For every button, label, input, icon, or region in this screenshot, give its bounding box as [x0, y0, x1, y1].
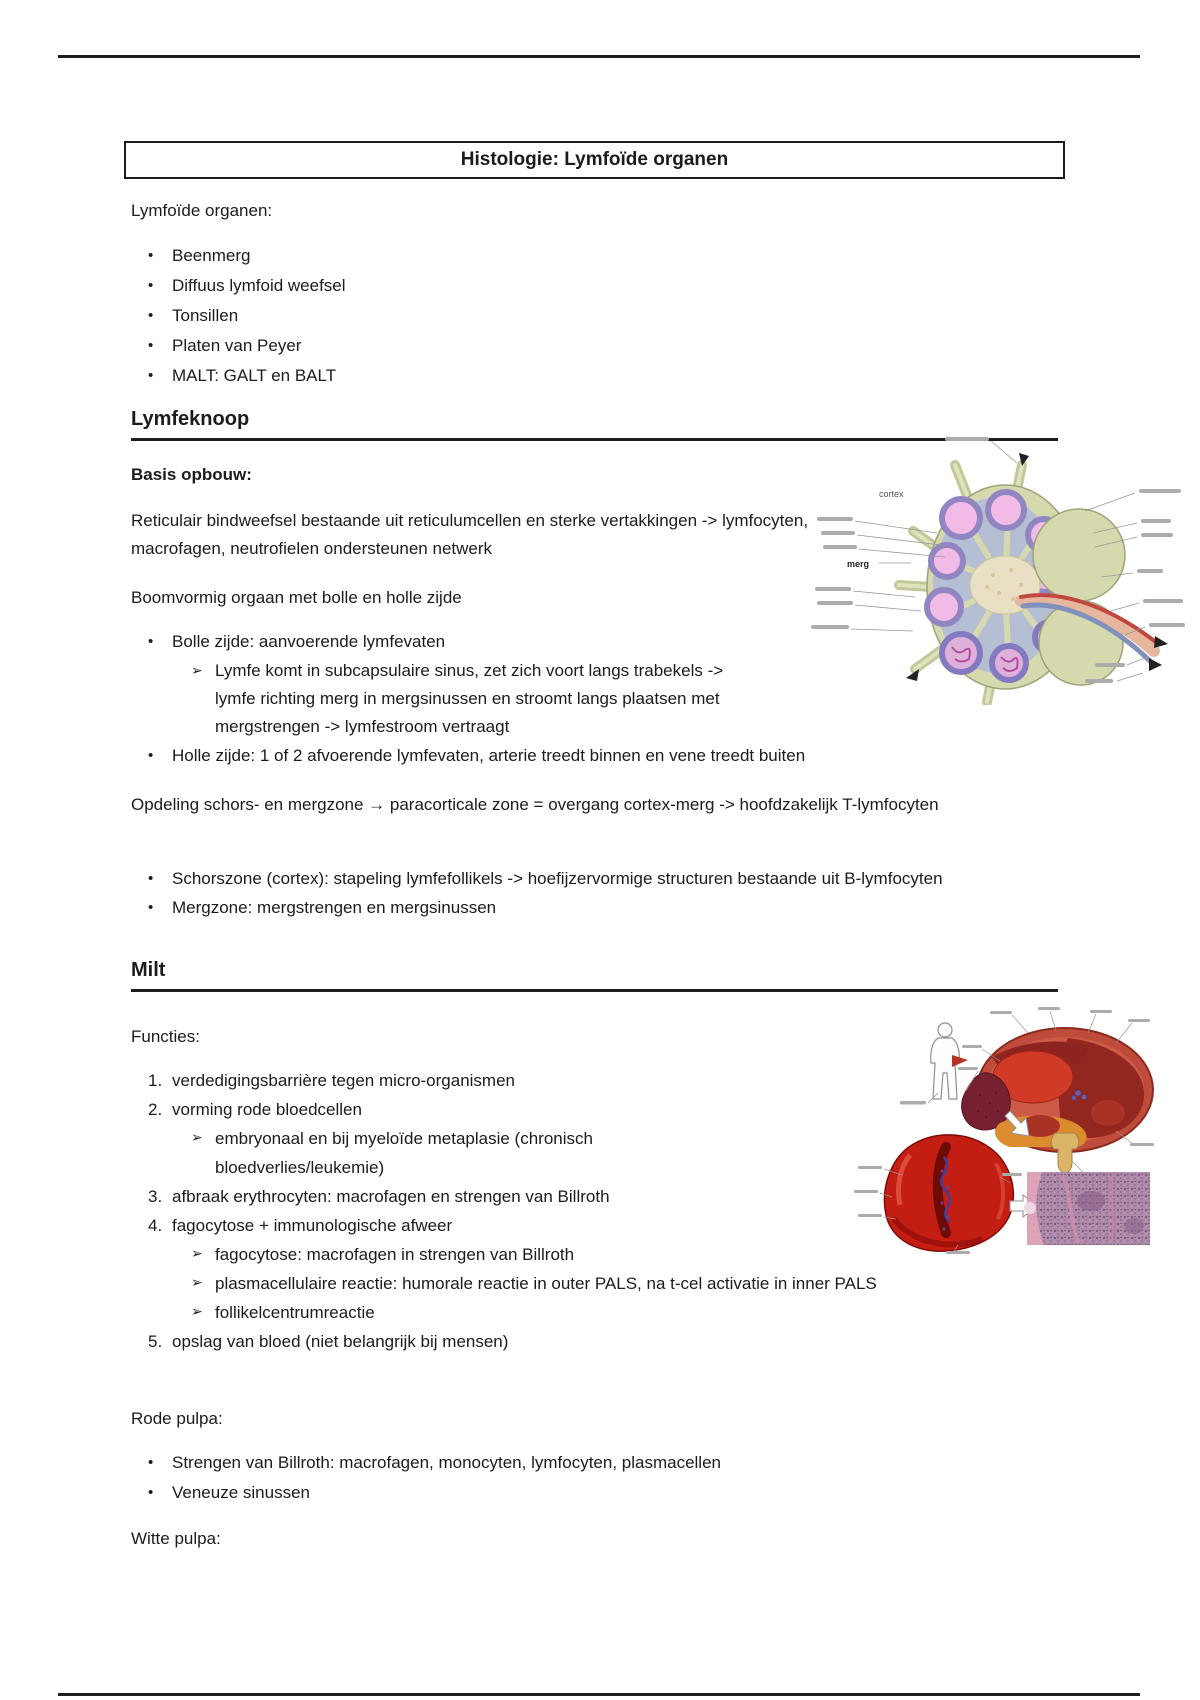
list-item: [131, 741, 805, 771]
cortex-label: cortex: [879, 489, 904, 499]
bullet-icon: •: [148, 747, 154, 764]
list-item: [131, 627, 805, 657]
lymph-node-figure: [795, 415, 1195, 710]
item-number: 2.: [148, 1100, 163, 1119]
numbered-item: [131, 1182, 877, 1211]
bullet-icon: •: [148, 870, 154, 887]
list-item-text: Platen van Peyer: [172, 336, 302, 355]
numbered-item-text: afbraak erythrocyten: macrofagen en strengen van Billroth: [172, 1187, 610, 1206]
page-title: Histologie: Lymfoïde organen: [460, 149, 729, 170]
sub-list-item-text: embryonaal en bij myeloïde metaplasie (chronisch bloedverlies/leukemie): [215, 1129, 593, 1177]
witte-pulpa-label: Witte pulpa:: [131, 1529, 221, 1548]
bullet-icon: •: [148, 1484, 154, 1501]
basis-opbouw-label: Basis opbouw:: [131, 465, 252, 484]
zones-list: [131, 865, 943, 923]
list-item-text: Strengen van Billroth: macrofagen, monocyten, lymfocyten, plasmacellen: [172, 1453, 721, 1472]
sub-list-item: [131, 1269, 877, 1298]
lymfeknoop-list: [131, 627, 805, 771]
intro-list: [131, 241, 346, 391]
pointer-arrow-icon: [952, 1055, 968, 1067]
numbered-item: [131, 1327, 877, 1356]
bullet-icon: •: [148, 247, 154, 264]
bullet-icon: •: [148, 307, 154, 324]
spleen-diagram: [850, 1005, 1165, 1255]
arrow-bullet-icon: ➢: [191, 1246, 203, 1262]
list-item: [131, 361, 346, 391]
paragraph-reticulair: Reticulair bindweefsel bestaande uit reticulumcellen en sterke vertakkingen -> lymfocyten, macrofagen, neutrofielen ondersteunen netwerk: [131, 511, 809, 558]
bullet-icon: •: [148, 367, 154, 384]
sub-list-item: [131, 1298, 877, 1327]
numbered-item-text: vorming rode bloedcellen: [172, 1100, 362, 1119]
arrow-bullet-icon: ➢: [191, 1304, 203, 1320]
section-heading-milt: Milt: [131, 957, 1058, 992]
list-item: [131, 271, 346, 301]
sub-list-item-text: Lymfe komt in subcapsulaire sinus, zet zich voort langs trabekels -> lymfe richting merg in mergsinussen en stroomt langs plaatsen met mergstrengen -> lymfestroom vertraagt: [215, 661, 724, 736]
functies-label: Functies:: [131, 1027, 200, 1046]
sub-list-item-text: plasmacellulaire reactie: humorale reactie in outer PALS, na t-cel activatie in inner PALS: [215, 1274, 877, 1293]
list-item-text: Veneuze sinussen: [172, 1483, 310, 1502]
numbered-item-text: verdedigingsbarrière tegen micro-organismen: [172, 1071, 516, 1090]
numbered-item: [131, 1211, 877, 1240]
list-item-text: Holle zijde: 1 of 2 afvoerende lymfevaten, arterie treedt binnen en vene treedt buiten: [172, 746, 806, 765]
list-item-text: Bolle zijde: aanvoerende lymfevaten: [172, 632, 446, 651]
arrow-bullet-icon: ➢: [191, 1275, 203, 1291]
arrow-bullet-icon: ➢: [191, 663, 203, 679]
paragraph-opdeling: Opdeling schors- en mergzone → paracorticale zone = overgang cortex-merg -> hoofdzakelijk T-lymfocyten: [131, 795, 939, 814]
numbered-item-text: fagocytose + immunologische afweer: [172, 1216, 453, 1235]
title-box: [124, 141, 1065, 179]
arrow-bullet-icon: ➢: [191, 1130, 203, 1146]
bottom-divider: [58, 1693, 1140, 1696]
label-placeholder: [900, 1101, 926, 1105]
bullet-icon: •: [148, 337, 154, 354]
list-item-text: Schorszone (cortex): stapeling lymfefollikels -> hoefijzervormige structuren bestaande uit B-lymfocyten: [172, 869, 943, 888]
list-item-text: Beenmerg: [172, 246, 251, 265]
sub-list-item: [131, 1124, 877, 1182]
list-item: [131, 865, 943, 893]
list-item-text: Mergzone: mergstrengen en mergsinussen: [172, 898, 497, 917]
sub-list-item: [131, 657, 805, 741]
spleen-micrograph: [1024, 1172, 1150, 1245]
list-item-text: Tonsillen: [172, 306, 239, 325]
intro-label: Lymfoïde organen:: [131, 201, 273, 220]
lymph-node-diagram: [795, 415, 1195, 705]
list-item-text: Diffuus lymfoid weefsel: [172, 276, 346, 295]
section-heading-lymfeknoop: Lymfeknoop: [131, 406, 1058, 441]
numbered-item-text: opslag van bloed (niet belangrijk bij mensen): [172, 1332, 509, 1351]
sub-list-item-text: follikelcentrumreactie: [215, 1303, 375, 1322]
functies-list: [131, 1066, 877, 1356]
rode-pulpa-label: Rode pulpa:: [131, 1409, 223, 1428]
paragraph-boomvormig: Boomvormig orgaan met bolle en holle zijde: [131, 588, 462, 607]
item-number: 4.: [148, 1216, 163, 1235]
merg-label: merg: [847, 559, 870, 569]
efferent-arrow-icon: [1154, 636, 1168, 648]
bullet-icon: •: [148, 899, 154, 916]
list-item: [131, 301, 346, 331]
spleen-illustration: [854, 1135, 1022, 1254]
bullet-icon: •: [148, 277, 154, 294]
spleen-figure: [850, 1005, 1165, 1260]
list-item: [131, 331, 346, 361]
bullet-icon: •: [148, 1454, 154, 1471]
bullet-icon: •: [148, 633, 154, 650]
list-item: [131, 1478, 721, 1508]
list-item-text: MALT: GALT en BALT: [172, 366, 337, 385]
item-number: 3.: [148, 1187, 163, 1206]
item-number: 5.: [148, 1332, 163, 1351]
list-item: [131, 241, 346, 271]
numbered-item: [131, 1066, 877, 1095]
top-divider: [58, 55, 1140, 58]
sub-list-item-text: fagocytose: macrofagen in strengen van Billroth: [215, 1245, 575, 1264]
rode-pulpa-list: [131, 1448, 721, 1508]
list-item: [131, 893, 943, 923]
item-number: 1.: [148, 1071, 163, 1090]
list-item: [131, 1448, 721, 1478]
sub-list-item: [131, 1240, 877, 1269]
efferent-arrow-icon: [1149, 658, 1162, 671]
numbered-item: [131, 1095, 877, 1124]
